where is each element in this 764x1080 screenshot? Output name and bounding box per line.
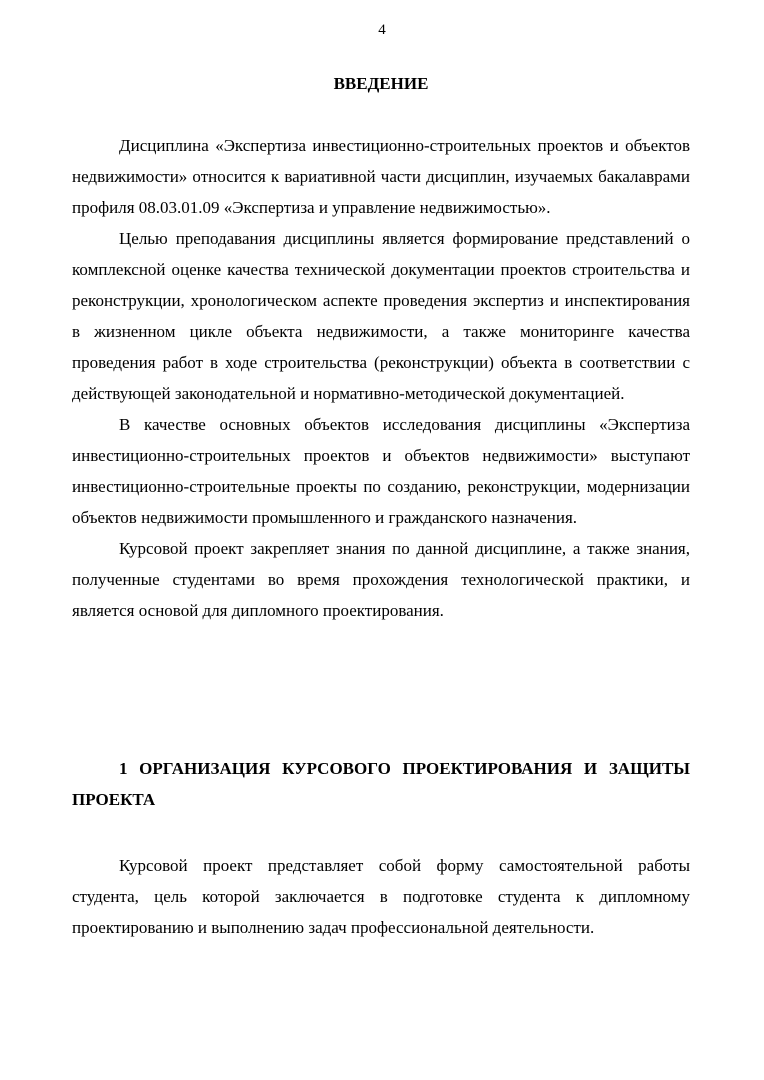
intro-paragraph-4: Курсовой проект закрепляет знания по данной дисциплине, а также знания, полученные студентами во время прохождения технологической практики, и является основой для дипломного проектирования. — [72, 539, 690, 620]
section-1-paragraph-1: Курсовой проект представляет собой форму самостоятельной работы студента, цель которой заключается в подготовке студента к дипломному проектированию и выполнению задач профессиональной деятельности. — [72, 856, 690, 937]
intro-paragraph-1: Дисциплина «Экспертиза инвестиционно-строительных проектов и объектов недвижимости» относится к вариативной части дисциплин, изучаемых бакалаврами профиля 08.03.01.09 «Экспертиза и управление недвижимостью». — [72, 136, 690, 217]
page-number: 4 — [378, 22, 386, 38]
section-1-body — [72, 850, 690, 943]
section-1-heading: 1 ОРГАНИЗАЦИЯ КУРСОВОГО ПРОЕКТИРОВАНИЯ И ЗАЩИТЫ ПРОЕКТА — [72, 759, 690, 809]
intro-paragraph-2: Целью преподавания дисциплины является формирование представлений о комплексной оценке качества технической документации проектов строительства и реконструкции, хронологическом аспекте проведения экспертиз и инспектирования в жизненном цикле объекта недвижимости, а также мониторинге качества проведения работ в ходе строительства (реконструкции) объекта в соответствии с действующей законодательной и нормативно-методической документацией. — [72, 229, 690, 403]
intro-title: ВВЕДЕНИЕ — [333, 74, 429, 93]
intro-body — [72, 130, 690, 626]
intro-paragraph-3: В качестве основных объектов исследования дисциплины «Экспертиза инвестиционно-строительных проектов и объектов недвижимости» выступают инвестиционно-строительные проекты по созданию, реконструкции, модернизации объектов недвижимости промышленного и гражданского назначения. — [72, 415, 690, 527]
